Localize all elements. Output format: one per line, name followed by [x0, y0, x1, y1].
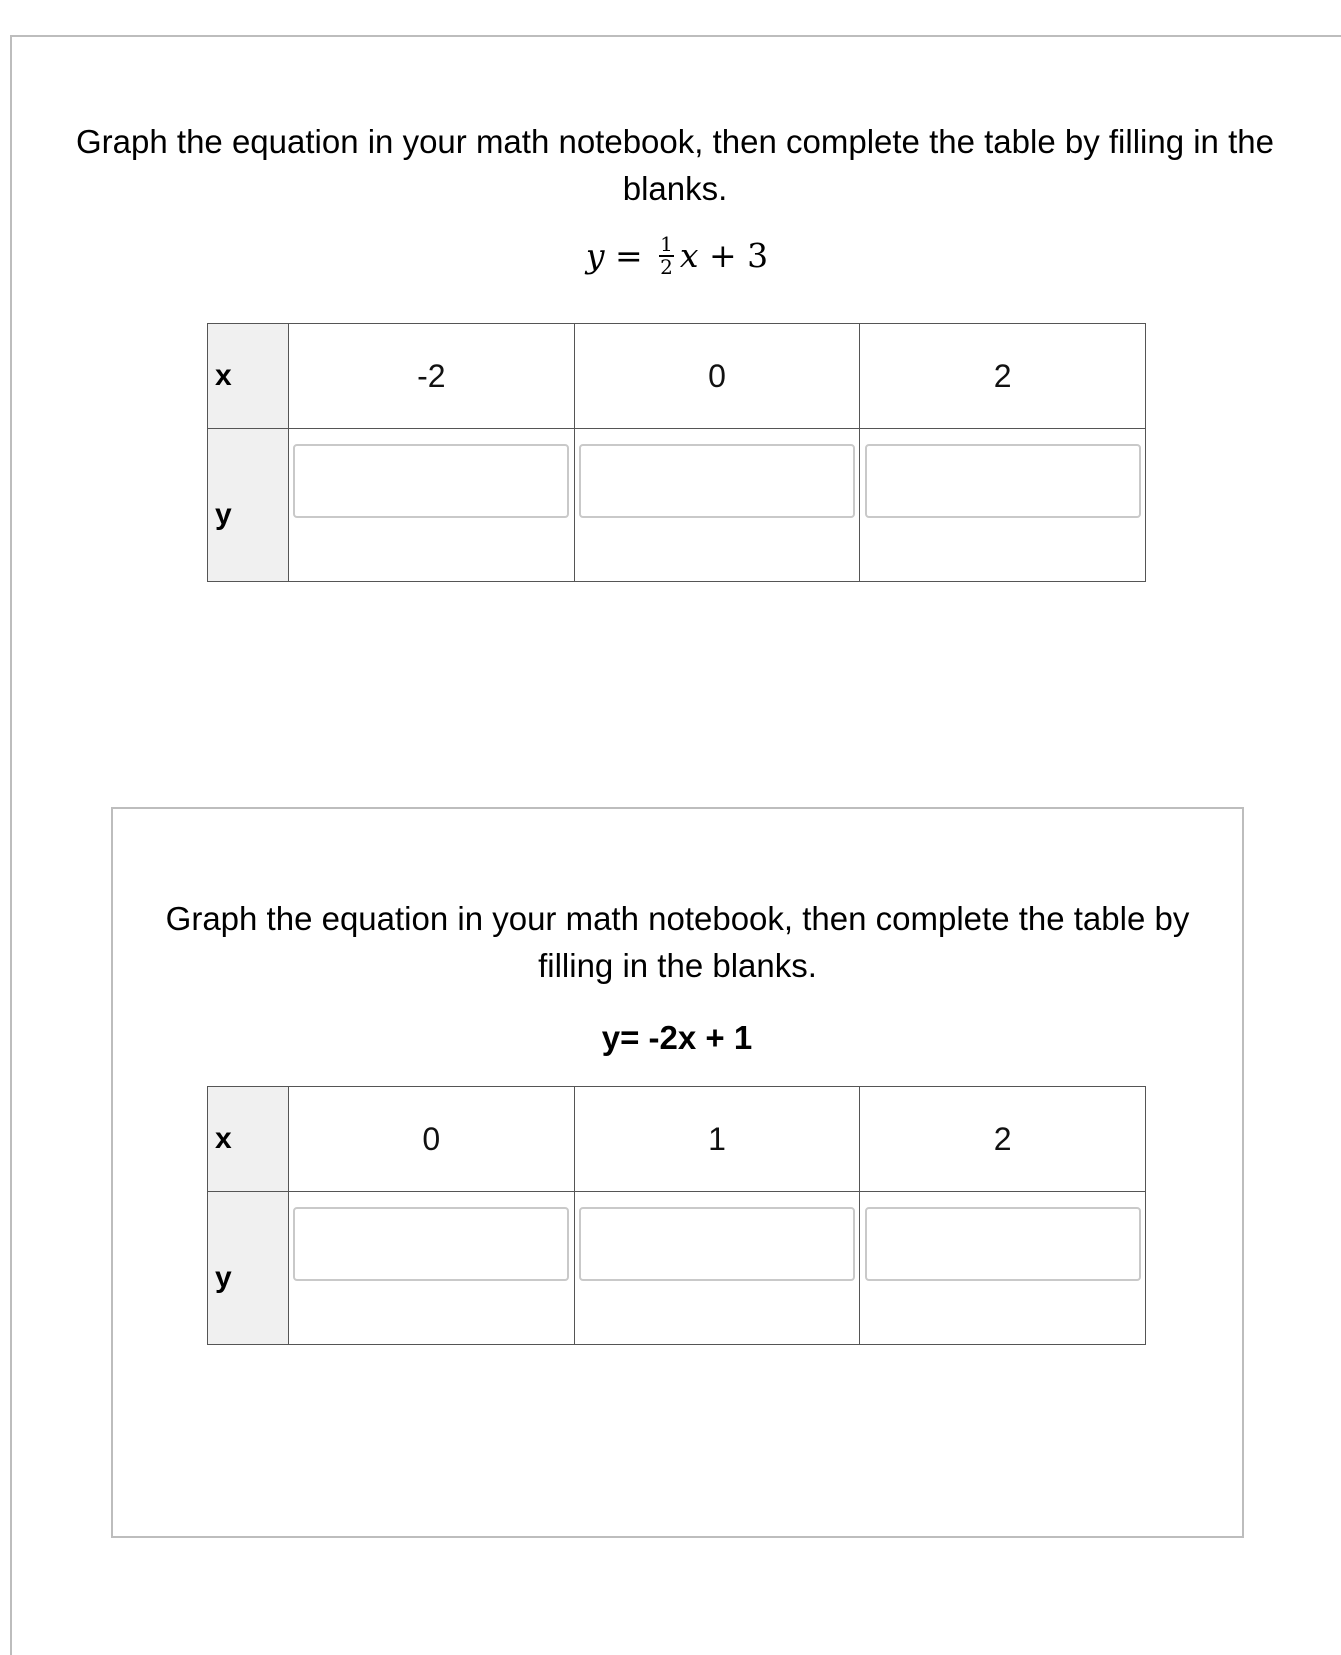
problem-1-equation — [0, 232, 1341, 280]
y-answer-input-1[interactable] — [293, 1207, 569, 1281]
y-answer-input-3[interactable] — [865, 444, 1141, 518]
x-value-cell: 1 — [574, 1087, 860, 1192]
y-answer-cell — [289, 429, 575, 582]
equation-equals: = — [615, 236, 643, 275]
problem-2-equation: y= -2x + 1 — [601, 1019, 753, 1056]
y-answer-input-1[interactable] — [293, 444, 569, 518]
y-answer-input-2[interactable] — [579, 1207, 855, 1281]
y-header: y — [208, 429, 289, 582]
y-answer-cell — [574, 429, 860, 582]
y-answer-cell — [860, 429, 1146, 582]
y-answer-cell — [289, 1192, 575, 1345]
problem-2-table — [207, 1086, 1146, 1345]
fraction-denominator: 2 — [660, 255, 673, 279]
y-answer-input-2[interactable] — [579, 444, 855, 518]
y-answer-input-3[interactable] — [865, 1207, 1141, 1281]
x-value-cell: 2 — [860, 1087, 1146, 1192]
equation-fraction — [659, 234, 674, 278]
equation-rest: + 3 — [709, 236, 769, 275]
x-value-cell: 2 — [860, 324, 1146, 429]
y-header: y — [208, 1192, 289, 1345]
x-header: x — [208, 324, 289, 429]
y-answer-cell — [860, 1192, 1146, 1345]
y-answer-cell — [574, 1192, 860, 1345]
equation-variable: x — [679, 236, 699, 275]
x-value-cell: 0 — [289, 1087, 575, 1192]
x-header: x — [208, 1087, 289, 1192]
x-value-cell: 0 — [574, 324, 860, 429]
equation-lhs: y — [585, 236, 605, 275]
problem-1-instruction: Graph the equation in your math notebook, then complete the table by filling in the blanks. — [76, 123, 1274, 207]
problem-1-table — [207, 323, 1146, 582]
table-row-y — [208, 1192, 1146, 1345]
table-row-y — [208, 429, 1146, 582]
table-row-x — [208, 1087, 1146, 1192]
fraction-numerator: 1 — [660, 232, 673, 256]
table-row-x — [208, 324, 1146, 429]
problem-2-instruction: Graph the equation in your math notebook, then complete the table by filling in the blanks. — [165, 900, 1190, 984]
x-value-cell: -2 — [289, 324, 575, 429]
